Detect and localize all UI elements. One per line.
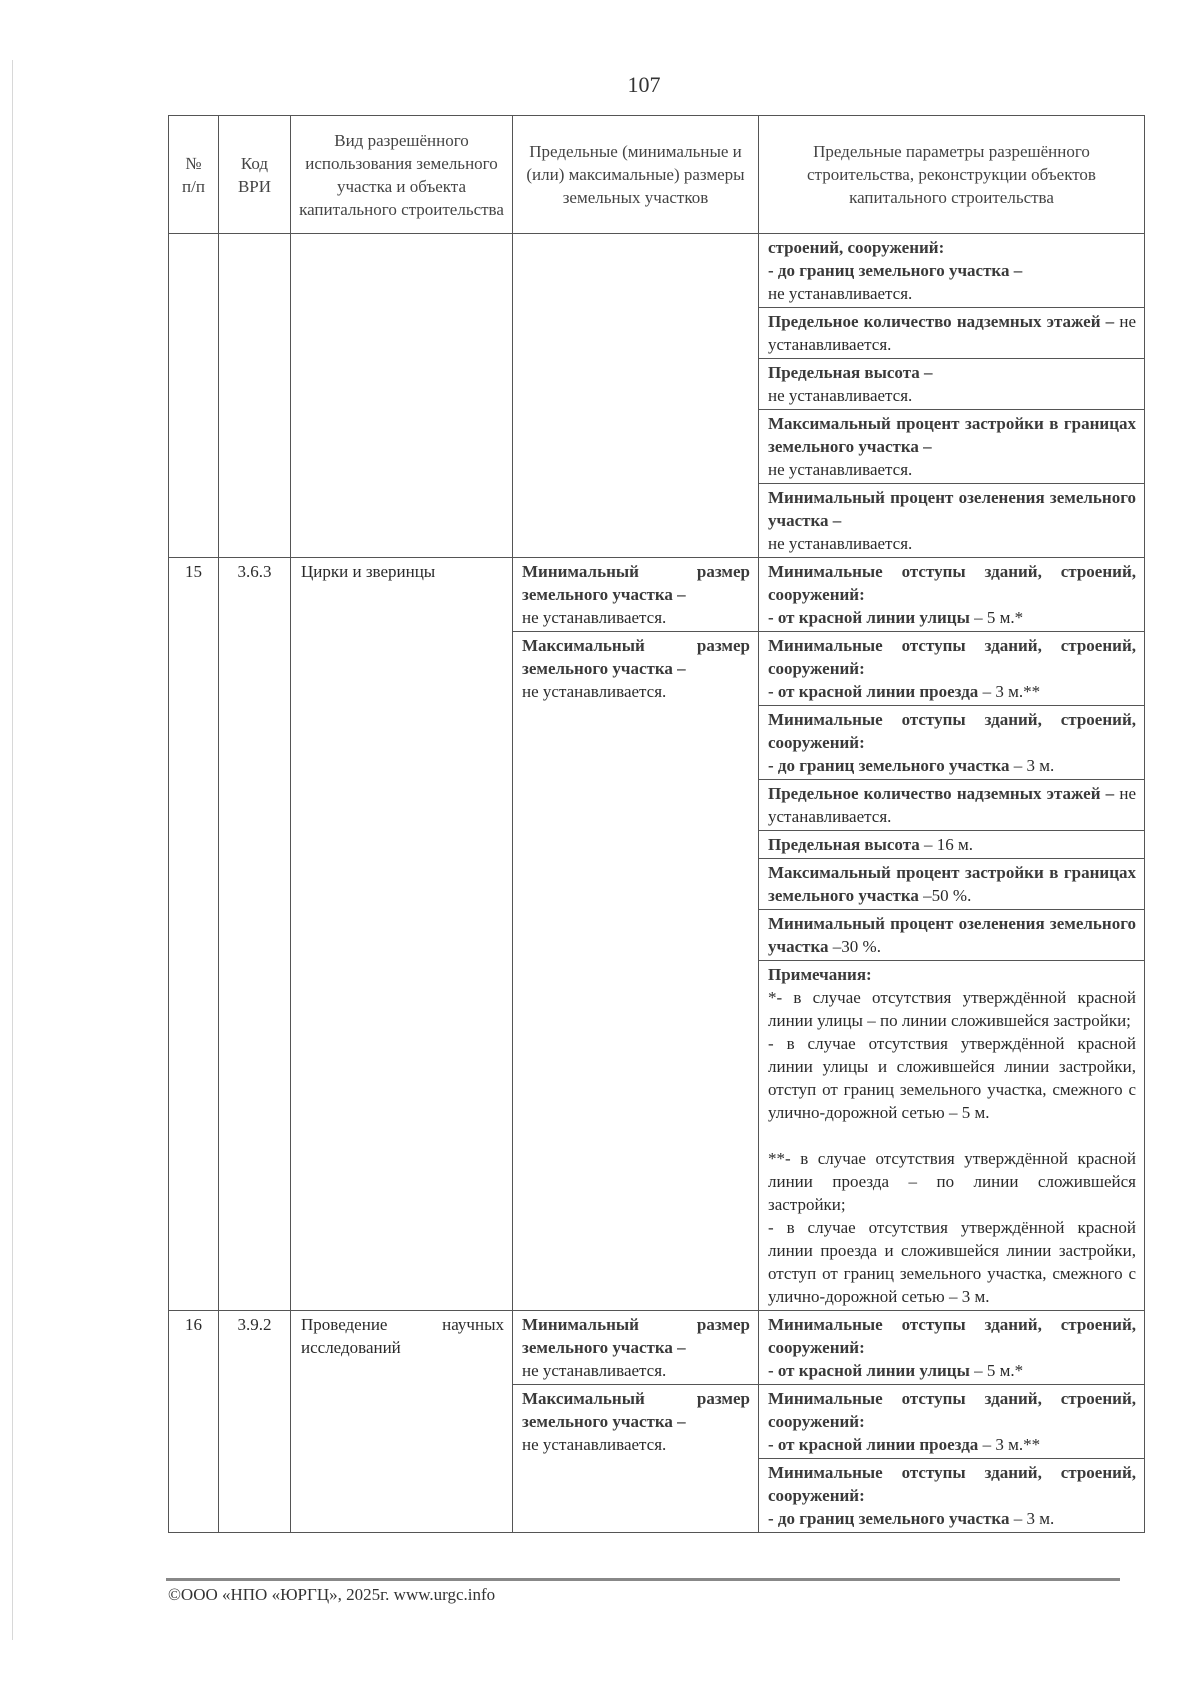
note-4: - в случае отсутствия утверждённой красной линии проезда и сложившейся линии застройки, отступ от границ земельного участка, смежного с улично-дорожной сетью – 3 м.: [768, 1218, 1136, 1306]
max-size: Максимальный размер земельного участка – не устанавливается.: [513, 631, 758, 705]
min-size: Минимальный размер земельного участка – не устанавливается.: [522, 1315, 750, 1380]
header-params: Предельные параметры разрешённого строительства, реконструкции объектов капитального строительства: [759, 116, 1145, 234]
param-setback-boundary: Минимальные отступы зданий, строений, сооружений: - до границ земельного участка – 3 м.: [759, 1458, 1144, 1532]
row-code: 3.9.2: [219, 1311, 291, 1533]
table-row-15: [169, 558, 1145, 1311]
footer-copyright: ©ООО «НПО «ЮРГЦ», 2025г. www.urgc.info: [168, 1585, 496, 1604]
param-min-greening: Минимальный процент озеленения земельного участка –30 %.: [759, 909, 1144, 960]
max-size: Максимальный размер земельного участка – не устанавливается.: [513, 1384, 758, 1458]
header-code: Код ВРИ: [219, 116, 291, 234]
table-row-continuation: [169, 234, 1145, 558]
page-number: 107: [627, 72, 661, 97]
param-setback-boundary: Минимальные отступы зданий, строений, сооружений: - до границ земельного участка – 3 м.: [759, 705, 1144, 779]
param-setbacks-boundary: строений, сооружений: - до границ земельного участка – не устанавливается.: [768, 238, 1023, 303]
param-setback-passage: Минимальные отступы зданий, строений, сооружений: - от красной линии проезда – 3 м.**: [759, 1384, 1144, 1458]
row-code: 3.6.3: [219, 558, 291, 1311]
param-setback-street: Минимальные отступы зданий, строений, сооружений: - от красной линии улицы – 5 м.*: [768, 1315, 1136, 1380]
notes: Примечания: *- в случае отсутствия утверждённой красной линии улицы – по линии сложившейся застройки; - в случае отсутствия утверждённой красной линии улицы и сложившейся линии застройки, отступ от границ земельного участка, смежного с улично-дорожной сетью – 5 м. **- в случае отсутствия утверждённой красной линии проезда – по линии сложившейся застройки; - в случае отсутствия утверждённой красной линии проезда и сложившейся линии застройки, отступ от границ земельного участка, смежного с улично-дорожной сетью – 3 м.: [759, 960, 1144, 1310]
note-2: - в случае отсутствия утверждённой красной линии улицы и сложившейся линии застройки, отступ от границ земельного участка, смежного с улично-дорожной сетью – 5 м.: [768, 1034, 1136, 1122]
param-floors: Предельное количество надземных этажей – не устанавливается.: [759, 307, 1144, 358]
footer-rule: [166, 1578, 1120, 1581]
param-setback-street: Минимальные отступы зданий, строений, сооружений: - от красной линии улицы – 5 м.*: [768, 562, 1136, 627]
param-max-coverage: Максимальный процент застройки в границах земельного участка –50 %.: [759, 858, 1144, 909]
table-row-16: [169, 1311, 1145, 1533]
header-size: Предельные (минимальные и (или) максимальные) размеры земельных участков: [513, 116, 759, 234]
note-3: **- в случае отсутствия утверждённой красной линии проезда – по линии сложившейся застройки;: [768, 1149, 1136, 1214]
header-kind: Вид разрешённого использования земельного участка и объекта капитального строительства: [291, 116, 513, 234]
row-number: 16: [169, 1311, 219, 1533]
param-height: Предельная высота – 16 м.: [759, 830, 1144, 858]
min-size: Минимальный размер земельного участка – не устанавливается.: [522, 562, 750, 627]
row-kind: Проведение научных исследований: [291, 1311, 513, 1533]
row-number: 15: [169, 558, 219, 1311]
param-max-coverage: Максимальный процент застройки в границах земельного участка – не устанавливается.: [759, 409, 1144, 483]
param-floors: Предельное количество надземных этажей – не устанавливается.: [759, 779, 1144, 830]
param-setback-passage: Минимальные отступы зданий, строений, сооружений: - от красной линии проезда – 3 м.**: [759, 631, 1144, 705]
note-1: *- в случае отсутствия утверждённой красной линии улицы – по линии сложившейся застройки;: [768, 988, 1136, 1030]
row-kind: Цирки и зверинцы: [291, 558, 513, 1311]
table-header-row: [169, 116, 1145, 234]
header-num: № п/п: [169, 116, 219, 234]
regulations-table: [168, 115, 1145, 1533]
page-edge-line: [12, 60, 13, 1640]
param-min-greening: Минимальный процент озеленения земельного участка – не устанавливается.: [759, 483, 1144, 557]
param-height: Предельная высота – не устанавливается.: [759, 358, 1144, 409]
